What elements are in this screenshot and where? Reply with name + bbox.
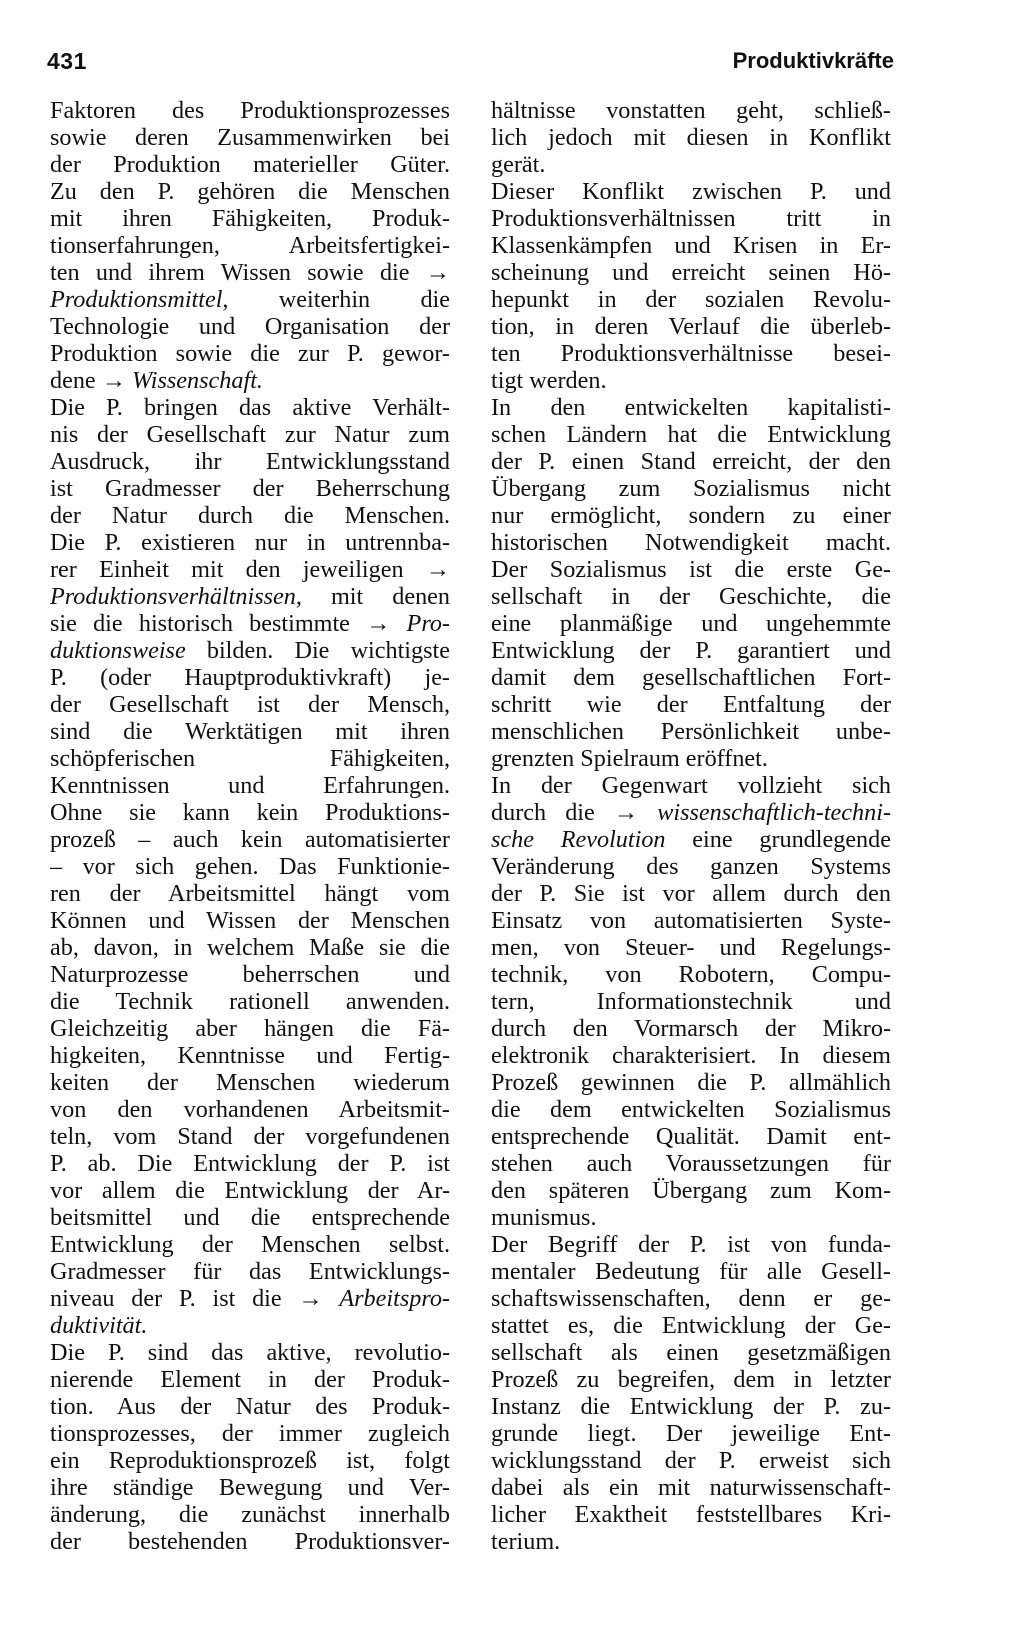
text-line: Prozeß gewinnen die P. allmählich (491, 1069, 891, 1096)
text-line: die dem entwickelten Sozialismus (491, 1096, 891, 1123)
text-line (50, 1312, 450, 1339)
text-line: nis der Gesellschaft zur Natur zum (50, 421, 450, 448)
text-line: Gleichzeitig aber hängen die Fä- (50, 1015, 450, 1042)
text-line: den späteren Übergang zum Kom- (491, 1177, 891, 1204)
text-line: Ausdruck, ihr Entwicklungsstand (50, 448, 450, 475)
text-line: Entwicklung der P. garantiert und (491, 637, 891, 664)
text-line: sind die Werktätigen mit ihren (50, 718, 450, 745)
text-segment: bilden. Die wichtigste (185, 637, 450, 664)
text-line: tion. Aus der Natur des Produk- (50, 1393, 450, 1420)
text-line: Instanz die Entwicklung der P. zu- (491, 1393, 891, 1420)
text-line: rer Einheit mit den jeweiligen → (50, 556, 450, 583)
text-line: historischen Notwendigkeit macht. (491, 529, 891, 556)
text-line: Der Begriff der P. ist von funda- (491, 1231, 891, 1258)
text-line: Kenntnissen und Erfahrungen. (50, 772, 450, 799)
text-line (491, 826, 891, 853)
text-line (50, 610, 450, 637)
text-line: hepunkt in der sozialen Revolu- (491, 286, 891, 313)
text-line: hältnisse vonstatten geht, schließ- (491, 97, 891, 124)
text-line: Produktionsverhältnissen tritt in (491, 205, 891, 232)
text-line: Die P. sind das aktive, revolutio- (50, 1339, 450, 1366)
text-line: schen Ländern hat die Entwicklung (491, 421, 891, 448)
text-line: der P. einen Stand erreicht, der den (491, 448, 891, 475)
cross-reference: sche Revolution (491, 826, 666, 853)
text-line: von den vorhandenen Arbeitsmit- (50, 1096, 450, 1123)
text-line (50, 1285, 450, 1312)
text-line: Können und Wissen der Menschen (50, 907, 450, 934)
text-line: eine planmäßige und ungehemmte (491, 610, 891, 637)
text-line (50, 286, 450, 313)
text-segment: sie die historisch bestimmte → (50, 610, 407, 637)
text-line: die Technik rationell anwenden. (50, 988, 450, 1015)
text-segment: eine grundlegende (665, 826, 891, 853)
cross-reference: Pro- (406, 610, 450, 637)
right-column (491, 97, 891, 1555)
text-line: Ohne sie kann kein Produktions- (50, 799, 450, 826)
text-line: Dieser Konflikt zwischen P. und (491, 178, 891, 205)
text-line: der bestehenden Produktionsver- (50, 1528, 450, 1555)
text-line: P. ab. Die Entwicklung der P. ist (50, 1150, 450, 1177)
text-line: wicklungsstand der P. erweist sich (491, 1447, 891, 1474)
text-segment: mit denen (301, 583, 450, 610)
text-line: men, von Steuer- und Regelungs- (491, 934, 891, 961)
text-line: änderung, die zunächst innerhalb (50, 1501, 450, 1528)
text-line: terium. (491, 1528, 561, 1555)
text-line: vor allem die Entwicklung der Ar- (50, 1177, 450, 1204)
text-line: teln, vom Stand der vorgefundenen (50, 1123, 450, 1150)
text-line (491, 799, 891, 826)
text-segment: weiterhin die (228, 286, 450, 313)
text-line: Zu den P. gehören die Menschen (50, 178, 450, 205)
page-number: 431 (47, 48, 87, 74)
text-line: Naturprozesse beherrschen und (50, 961, 450, 988)
text-line: beitsmittel und die entsprechende (50, 1204, 450, 1231)
text-line: ist Gradmesser der Beherrschung (50, 475, 450, 502)
text-line: gerät. (491, 151, 546, 178)
text-line: schaftswissenschaften, denn er ge- (491, 1285, 891, 1312)
left-column (50, 97, 450, 1555)
text-line: tion, in deren Verlauf die überleb- (491, 313, 891, 340)
cross-reference: duktivität. (50, 1312, 148, 1339)
cross-reference: Produktionsmittel, (50, 286, 229, 313)
text-line: ihre ständige Bewegung und Ver- (50, 1474, 450, 1501)
text-line: ab, davon, in welchem Maße sie die (50, 934, 450, 961)
text-line: Veränderung des ganzen Systems (491, 853, 891, 880)
text-line: technik, von Robotern, Compu- (491, 961, 891, 988)
text-segment: durch die → (491, 799, 658, 826)
text-line: tionserfahrungen, Arbeitsfertigkei- (50, 232, 450, 259)
text-line: Produktion sowie die zur P. gewor- (50, 340, 450, 367)
text-line: ren der Arbeitsmittel hängt vom (50, 880, 450, 907)
text-line: In der Gegenwart vollzieht sich (491, 772, 891, 799)
cross-reference: wissenschaftlich-techni- (657, 799, 891, 826)
text-line: Prozeß zu begreifen, dem in letzter (491, 1366, 891, 1393)
text-line: schöpferischen Fähigkeiten, (50, 745, 450, 772)
text-line: damit dem gesellschaftlichen Fort- (491, 664, 891, 691)
text-line: P. (oder Hauptproduktivkraft) je- (50, 664, 450, 691)
text-line: elektronik charakterisiert. In diesem (491, 1042, 891, 1069)
text-line: nierende Element in der Produk- (50, 1366, 450, 1393)
text-line: keiten der Menschen wiederum (50, 1069, 450, 1096)
text-line (50, 583, 450, 610)
text-line: schritt wie der Entfaltung der (491, 691, 891, 718)
cross-reference: Wissenschaft. (131, 367, 263, 394)
cross-reference: Arbeitspro- (339, 1285, 450, 1312)
text-line: Faktoren des Produktionsprozesses (50, 97, 450, 124)
text-line: sellschaft in der Geschichte, die (491, 583, 891, 610)
text-line: Entwicklung der Menschen selbst. (50, 1231, 450, 1258)
text-line: scheinung und erreicht seinen Hö- (491, 259, 891, 286)
text-line: Die P. bringen das aktive Verhält- (50, 394, 450, 421)
text-line: Klassenkämpfen und Krisen in Er- (491, 232, 891, 259)
text-line: munismus. (491, 1204, 597, 1231)
text-line: Übergang zum Sozialismus nicht (491, 475, 891, 502)
text-line: der Gesellschaft ist der Mensch, (50, 691, 450, 718)
text-line: Gradmesser für das Entwicklungs- (50, 1258, 450, 1285)
text-line: grenzten Spielraum eröffnet. (491, 745, 768, 772)
text-line: prozeß – auch kein automatisierter (50, 826, 450, 853)
text-line: Einsatz von automatisierten Syste- (491, 907, 891, 934)
text-line: mentaler Bedeutung für alle Gesell- (491, 1258, 891, 1285)
running-head: Produktivkräfte (732, 48, 894, 73)
text-line: durch den Vormarsch der Mikro- (491, 1015, 891, 1042)
text-line: tern, Informationstechnik und (491, 988, 891, 1015)
text-line (50, 637, 450, 664)
text-line: tigt werden. (491, 367, 607, 394)
text-line: nur ermöglicht, sondern zu einer (491, 502, 891, 529)
cross-reference: duktionsweise (50, 637, 186, 664)
text-line: licher Exaktheit feststellbares Kri- (491, 1501, 891, 1528)
text-line: sellschaft als einen gesetzmäßigen (491, 1339, 891, 1366)
text-line: In den entwickelten kapitalisti- (491, 394, 891, 421)
text-line: mit ihren Fähigkeiten, Produk- (50, 205, 450, 232)
text-line: der P. Sie ist vor allem durch den (491, 880, 891, 907)
text-line: grunde liegt. Der jeweilige Ent- (491, 1420, 891, 1447)
text-line: higkeiten, Kenntnisse und Fertig- (50, 1042, 450, 1069)
text-line: ten Produktionsverhältnisse besei- (491, 340, 891, 367)
text-line: sowie deren Zusammenwirken bei (50, 124, 450, 151)
text-line: Technologie und Organisation der (50, 313, 450, 340)
text-line: lich jedoch mit diesen in Konflikt (491, 124, 891, 151)
text-segment: niveau der P. ist die → (50, 1285, 340, 1312)
text-line: dabei als ein mit naturwissenschaft- (491, 1474, 891, 1501)
text-line: – vor sich gehen. Das Funktionie- (50, 853, 450, 880)
text-line: stattet es, die Entwicklung der Ge- (491, 1312, 891, 1339)
text-line: Der Sozialismus ist die erste Ge- (491, 556, 891, 583)
text-line: menschlichen Persönlichkeit unbe- (491, 718, 891, 745)
text-line: der Natur durch die Menschen. (50, 502, 450, 529)
text-line: ein Reproduktionsprozeß ist, folgt (50, 1447, 450, 1474)
text-line: ten und ihrem Wissen sowie die → (50, 259, 450, 286)
text-segment: dene → (50, 367, 132, 394)
text-line: stehen auch Voraussetzungen für (491, 1150, 891, 1177)
text-line (50, 367, 450, 394)
text-line: der Produktion materieller Güter. (50, 151, 450, 178)
text-line: entsprechende Qualität. Damit ent- (491, 1123, 891, 1150)
text-line: tionsprozesses, der immer zugleich (50, 1420, 450, 1447)
text-line: Die P. existieren nur in untrennba- (50, 529, 450, 556)
cross-reference: Produktionsverhältnissen, (50, 583, 302, 610)
